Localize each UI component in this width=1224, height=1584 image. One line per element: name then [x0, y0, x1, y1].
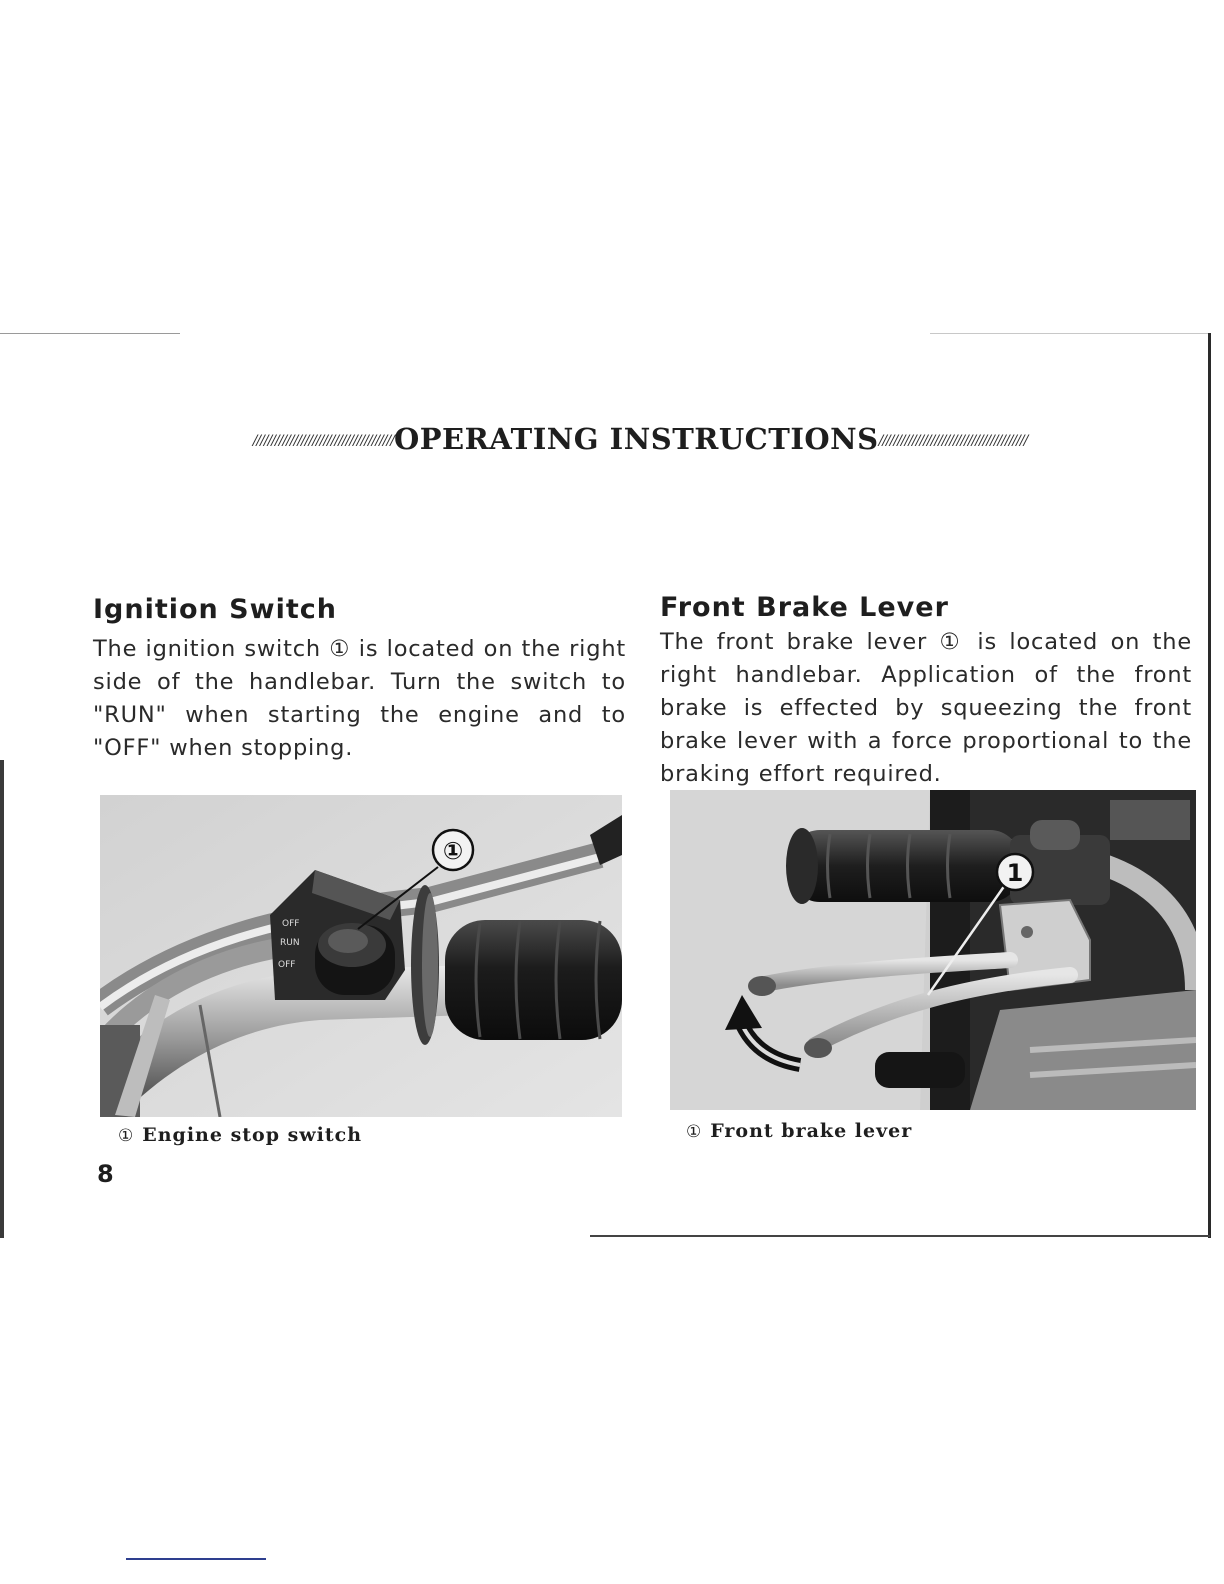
header-hatch-right: //////////////////////////////////////// [878, 433, 1028, 449]
front-brake-lever-title: Front Brake Lever [660, 592, 949, 623]
page-number: 8 [97, 1160, 114, 1188]
header-hatch-left: ////////////////////////////////////// [252, 433, 394, 449]
header-title: OPERATING INSTRUCTIONS [393, 422, 879, 456]
page-edge-right [1208, 333, 1211, 1238]
front-brake-lever-paragraph: The front brake lever ① is located on the right handlebar. Application of the front brake is effected by squeezing the front brake lever with a force proportional to the braking effort required. [660, 629, 1192, 787]
bottom-rule [590, 1235, 1210, 1237]
switch-label-run: RUN [280, 938, 300, 948]
front-brake-lever-caption [686, 1120, 912, 1142]
front-brake-lever-body [660, 626, 1192, 791]
switch-label-off-top: OFF [282, 919, 300, 929]
caption-marker: ① [686, 1122, 703, 1142]
engine-stop-switch-caption [118, 1124, 362, 1146]
engine-stop-switch-photo [100, 795, 622, 1117]
top-rule-right [930, 333, 1210, 334]
front-brake-lever-photo [670, 790, 1196, 1110]
caption-text: Front brake lever [710, 1120, 913, 1142]
ignition-switch-paragraph: The ignition switch ① is located on the right side of the handlebar. Turn the switch to "RUN" when starting the engine and to "OFF" when stopping. [93, 636, 626, 761]
footer-rule [126, 1558, 266, 1560]
switch-label-off-bottom: OFF [278, 960, 296, 970]
section-header [150, 422, 1130, 456]
handlebar-switch-illustration [100, 795, 622, 1117]
caption-marker: ① [118, 1126, 135, 1146]
top-rule-left [0, 333, 180, 334]
caption-text: Engine stop switch [142, 1124, 363, 1146]
page-edge-left [0, 760, 4, 1238]
brake-lever-illustration [670, 790, 1196, 1110]
switch-callout-number: ① [442, 837, 464, 865]
ignition-switch-body [93, 633, 626, 765]
ignition-switch-title: Ignition Switch [93, 594, 337, 625]
brake-callout-number: 1 [1006, 859, 1024, 887]
